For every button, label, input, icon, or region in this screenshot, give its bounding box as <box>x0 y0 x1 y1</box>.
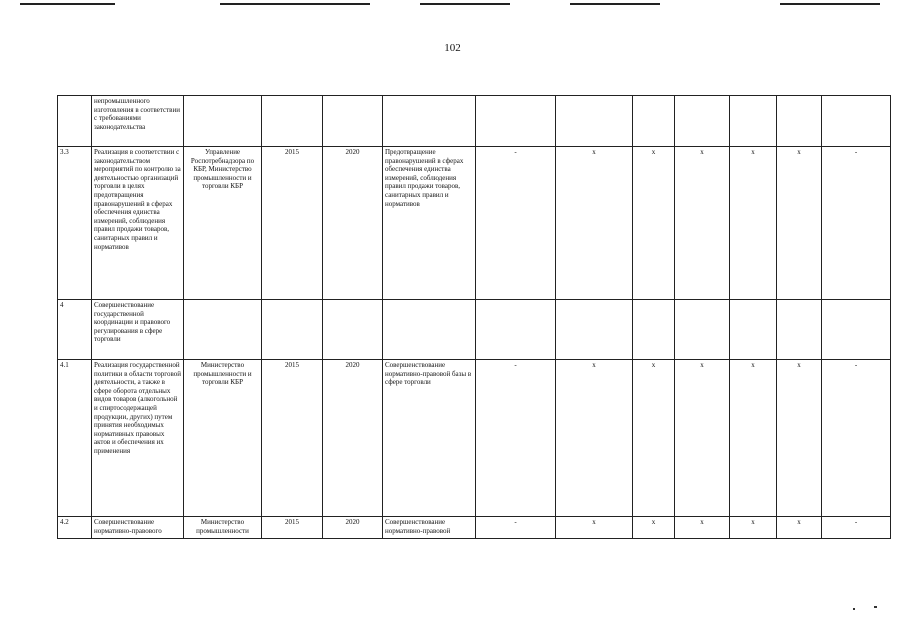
executor: Управление Роспотребнадзора по КБР, Министерство промышленности и торговли КБР <box>184 147 262 300</box>
scan-speck <box>853 608 855 610</box>
measure-name: непромышленного изготовления в соответствии с требованиями законодательства <box>92 96 184 147</box>
value-cell <box>556 96 633 147</box>
header-rule <box>20 3 115 5</box>
value-cell <box>822 300 891 360</box>
value-cell <box>730 96 777 147</box>
value-cell: x <box>633 147 675 300</box>
start-year: 2015 <box>262 517 323 539</box>
value-cell: - <box>476 360 556 517</box>
value-cell <box>777 300 822 360</box>
header-rule <box>570 3 660 5</box>
value-cell: x <box>675 360 730 517</box>
value-cell <box>556 300 633 360</box>
end-year <box>323 96 383 147</box>
expected-result: Предотвращение правонарушений в сферах обеспечения единства измерений, соблюдения правил продажи товаров, санитарных правил и нормативов <box>383 147 476 300</box>
expected-result: Совершенствование нормативно-правовой <box>383 517 476 539</box>
value-cell <box>675 96 730 147</box>
value-cell <box>633 96 675 147</box>
value-cell: x <box>556 147 633 300</box>
table-row <box>58 517 891 539</box>
row-number: 3.3 <box>58 147 92 300</box>
value-cell: x <box>633 360 675 517</box>
start-year <box>262 300 323 360</box>
scan-speck <box>874 606 877 608</box>
value-cell <box>633 300 675 360</box>
end-year: 2020 <box>323 360 383 517</box>
measure-name: Реализация государственной политики в области торговой деятельности, а также в сфере оборота отдельных видов товаров (алкогольной и спиртосодержащей продукции, других) путем принятия необходимых нормативных правовых актов и обеспечения их применения <box>92 360 184 517</box>
value-cell: - <box>476 517 556 539</box>
value-cell <box>730 300 777 360</box>
end-year: 2020 <box>323 517 383 539</box>
value-cell: - <box>822 147 891 300</box>
value-cell: x <box>777 517 822 539</box>
start-year: 2015 <box>262 147 323 300</box>
expected-result: Совершенствование нормативно-правовой базы в сфере торговли <box>383 360 476 517</box>
value-cell: - <box>822 360 891 517</box>
executor: Министерство промышленности и торговли КБР <box>184 360 262 517</box>
value-cell <box>476 96 556 147</box>
end-year <box>323 300 383 360</box>
value-cell: x <box>556 517 633 539</box>
value-cell: x <box>556 360 633 517</box>
value-cell: x <box>777 147 822 300</box>
table-row <box>58 300 891 360</box>
value-cell: x <box>777 360 822 517</box>
row-number: 4.2 <box>58 517 92 539</box>
header-rule <box>780 3 880 5</box>
value-cell: x <box>675 147 730 300</box>
value-cell: - <box>822 517 891 539</box>
table-row <box>58 96 891 147</box>
executor <box>184 96 262 147</box>
value-cell <box>777 96 822 147</box>
start-year: 2015 <box>262 360 323 517</box>
expected-result <box>383 300 476 360</box>
measure-name: Совершенствование нормативно-правового <box>92 517 184 539</box>
value-cell: x <box>730 360 777 517</box>
row-number: 4.1 <box>58 360 92 517</box>
row-number <box>58 96 92 147</box>
value-cell <box>476 300 556 360</box>
end-year: 2020 <box>323 147 383 300</box>
value-cell <box>822 96 891 147</box>
measure-name: Реализация в соответствии с законодательством мероприятий по контролю за деятельностью организаций торговли в целях предотвращения правонарушений в сферах обеспечения единства измерений, соблюдения правил продажи товаров, санитарных правил и нормативов <box>92 147 184 300</box>
value-cell <box>675 300 730 360</box>
expected-result <box>383 96 476 147</box>
value-cell: x <box>675 517 730 539</box>
value-cell: x <box>633 517 675 539</box>
value-cell: - <box>476 147 556 300</box>
value-cell: x <box>730 147 777 300</box>
row-number: 4 <box>58 300 92 360</box>
program-measures-table <box>57 95 891 539</box>
page-number: 102 <box>444 42 461 54</box>
header-rule <box>220 3 370 5</box>
start-year <box>262 96 323 147</box>
header-rule <box>420 3 510 5</box>
executor: Министерство промышленности <box>184 517 262 539</box>
value-cell: x <box>730 517 777 539</box>
table-row <box>58 360 891 517</box>
table-row <box>58 147 891 300</box>
executor <box>184 300 262 360</box>
measure-name: Совершенствование государственной координации и правового регулирования в сфере торговли <box>92 300 184 360</box>
